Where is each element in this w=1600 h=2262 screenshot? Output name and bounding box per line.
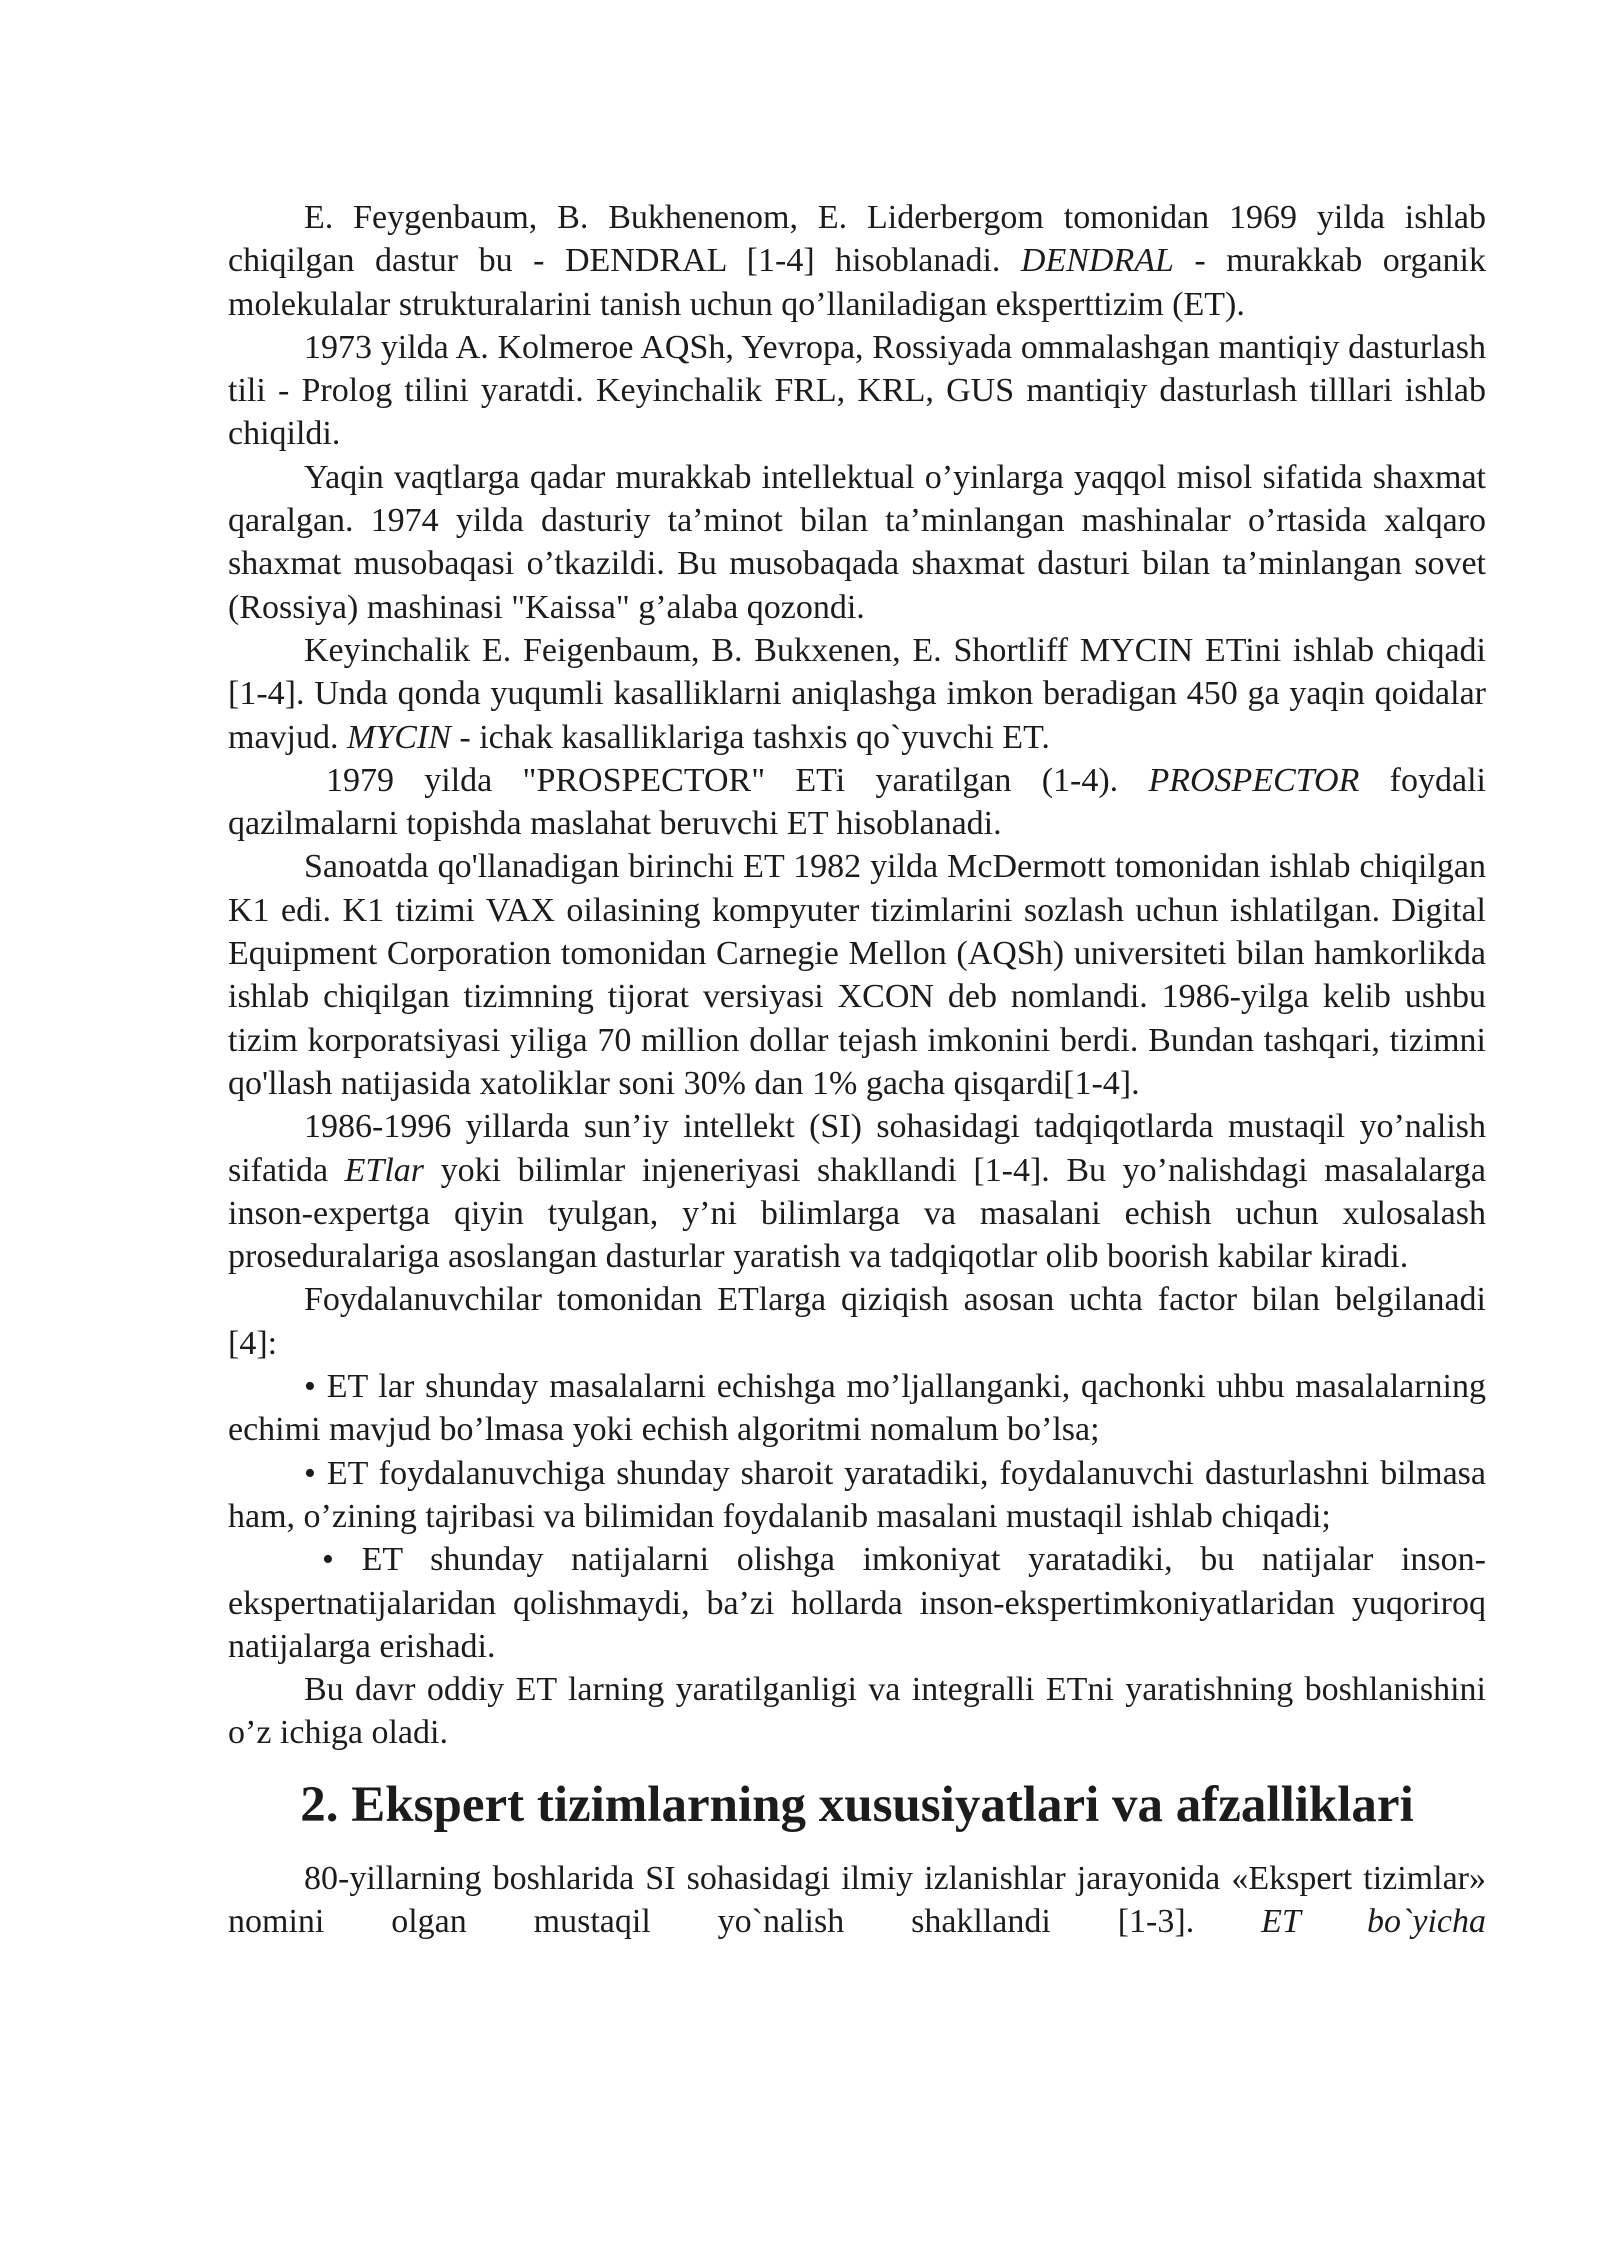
text-run: - ichak kasalliklariga tashxis qo`yuvchi ET.: [450, 718, 1050, 756]
paragraph: [228, 196, 1486, 326]
paragraph: [228, 1105, 1486, 1278]
text-run: 1979 yilda "PROSPECTOR" ETi yaratilgan (1-4).: [326, 761, 1149, 799]
italic-term: ETlar: [344, 1151, 425, 1189]
italic-term: PROSPECTOR: [1148, 761, 1360, 799]
paragraph: [228, 629, 1486, 759]
text-run: E. Feygenbaum, B. Bukhenenom, E. Liderbergom tomonidan 1969 yilda ishlab chiqilgan dastur bu - DENDRAL [1-4] hisoblanadi.: [228, 199, 1486, 280]
paragraph: [228, 845, 1486, 1105]
section-heading: 2. Ekspert tizimlarning xususiyatlari va afzalliklari: [300, 1776, 1414, 1833]
bullet-item: [228, 1538, 1486, 1668]
paragraph: [228, 1278, 1486, 1365]
body-text: [228, 196, 1486, 1755]
text-run: 1986-1996 yillarda sun’iy intellekt (SI) sohasidagi tadqiqotlarda mustaqil yo’nalish sifatida: [228, 1108, 1486, 1189]
closing-paragraph: [228, 1857, 1486, 1944]
italic-term: DENDRAL: [1020, 242, 1174, 280]
italic-term: ET bo`yicha: [1261, 1903, 1486, 1941]
text-run: Sanoatda qo'llanadigan birinchi ET 1982 yilda McDermott tomonidan ishlab chiqilgan K1 edi. K1 tizimi VAX oilasining kompyuter tizimlarini sozlash uchun ishlatilgan. Digital Equipment Corporation tomonidan Carnegie Mellon (AQSh) universiteti bilan hamkorlikda ishlab chiqilgan tizimning tijorat versiyasi XCON deb nomlandi. 1986-yilga kelib ushbu tizim korporatsiyasi yiliga 70 million dollar tejash imkonini berdi. Bundan tashqari, tizimni qo'llash natijasida xatoliklar soni 30% dan 1% gacha qisqardi[1-4].: [228, 848, 1486, 1102]
document-page: [228, 196, 1486, 1944]
bullet-item: [228, 1452, 1486, 1539]
bullet-item: [228, 1365, 1486, 1452]
text-run: • ET shunday natijalarni olishga imkoniyat yaratadiki, bu natijalar inson-ekspertnatijalaridan qolishmaydi, ba’zi hollarda inson-ekspertimkoniyatlaridan yuqoriroq natijalarga erishadi.: [228, 1541, 1486, 1665]
text-run: 1973 yilda A. Kolmeroe AQSh, Yevropa, Rossiyada ommalashgan mantiqiy dasturlash tili - Prolog tilini yaratdi. Keyinchalik FRL, KRL, GUS mantiqiy dasturlash tilllari ishlab chiqildi.: [228, 328, 1486, 453]
paragraph: [228, 326, 1486, 456]
italic-term: MYCIN: [346, 718, 451, 756]
text-run: • ET foydalanuvchiga shunday sharoit yaratadiki, foydalanuvchi dasturlashni bilmasa ham, o’zining tajribasi va bilimidan foydalanib masalani mustaqil ishlab chiqadi;: [228, 1454, 1486, 1535]
text-run: foydali qazilmalarni topishda maslahat beruvchi ET hisoblanadi.: [228, 761, 1486, 843]
text-run: Foydalanuvchilar tomonidan ETlarga qiziqish asosan uchta factor bilan belgilanadi [4]:: [228, 1281, 1486, 1362]
text-run: - murakkab organik molekulalar strukturalarini tanish uchun qo’llaniladigan eksperttizim (ET).: [228, 242, 1486, 323]
text-run: 80-yillarning boshlarida SI sohasidagi ilmiy izlanishlar jarayonida «Ekspert tizimlar» nomini olgan mustaqil yo`nalish shakllandi [1-3].: [228, 1859, 1486, 1941]
text-run: yoki bilimlar injeneriyasi shakllandi [1-4]. Bu yo’nalishdagi masalalarga inson-expertga qiyin tyulgan, y’ni bilimlarga va masalani echish uchun xulosalash proseduralariga asoslangan dasturlar yaratish va tadqiqotlar olib boorish kabilar kiradi.: [228, 1151, 1487, 1276]
paragraph: [228, 456, 1486, 629]
paragraph: [228, 1668, 1486, 1755]
text-run: Yaqin vaqtlarga qadar murakkab intellektual o’yinlarga yaqqol misol sifatida shaxmat qaralgan. 1974 yilda dasturiy ta’minot bilan ta’minlangan mashinalar o’rtasida xalqaro shaxmat musobaqasi o’tkazildi. Bu musobaqada shaxmat dasturi bilan ta’minlangan sovet (Rossiya) mashinasi "Kaissa" g’alaba qozondi.: [228, 458, 1486, 626]
paragraph: [228, 759, 1486, 846]
text-run: • ET lar shunday masalalarni echishga mo’ljallanganki, qachonki uhbu masalalarning echimi mavjud bo’lmasa yoki echish algoritmi nomalum bo’lsa;: [228, 1368, 1486, 1449]
text-run: Keyinchalik E. Feigenbaum, B. Bukxenen, E. Shortliff MYCIN ETini ishlab chiqadi [1-4]. Unda qonda yuqumli kasalliklarni aniqlashga imkon beradigan 450 ga yaqin qoidalar mavjud.: [228, 631, 1486, 756]
text-run: Bu davr oddiy ET larning yaratilganligi va integralli ETni yaratishning boshlanishini o’z ichiga oladi.: [228, 1671, 1486, 1752]
